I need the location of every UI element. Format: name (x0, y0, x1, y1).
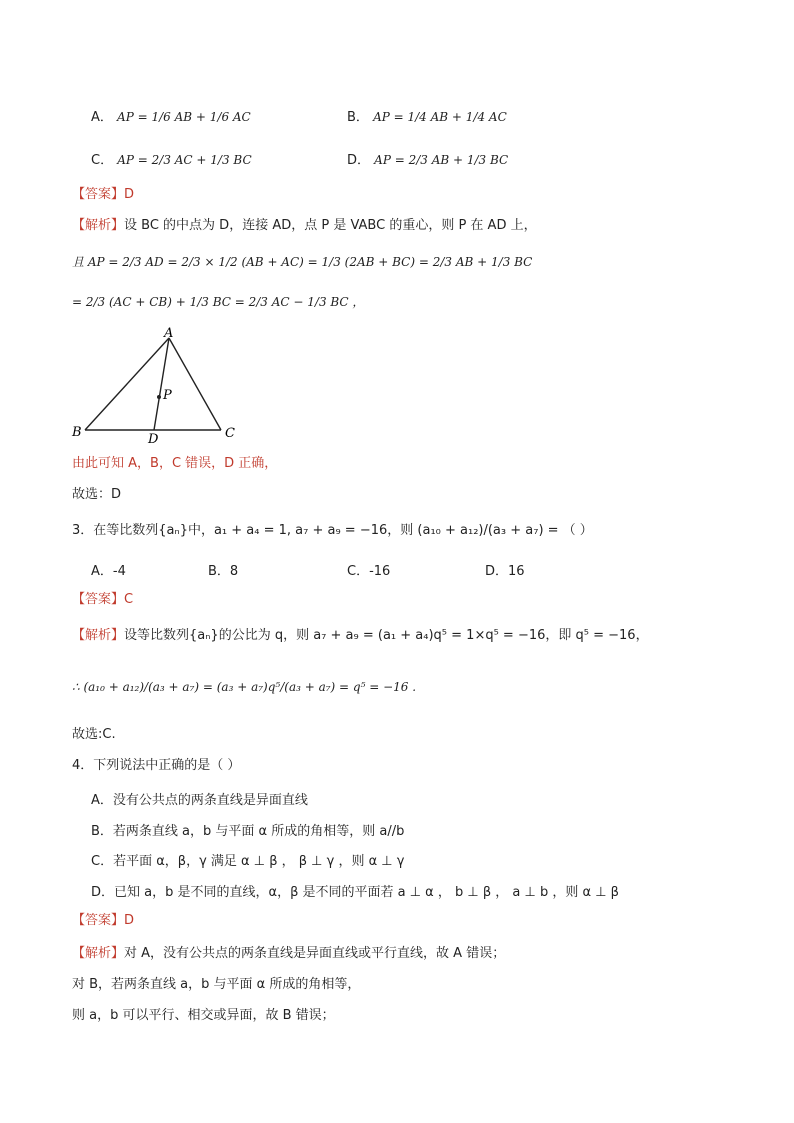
analysis-q3-line1 (72, 627, 649, 645)
answer-q4: 【答案】D (72, 913, 135, 928)
option-label: C． (91, 153, 114, 168)
label-c: C (225, 426, 235, 441)
analysis-text: 设等比数列{aₙ}的公比为 q，则 a₇ + a₉ = (a₁ + a₄)q⁵ = 1×q⁵ = −16，即 q⁵ = −16， (124, 628, 649, 643)
analysis-q2-line2: 且 AP = 2/3 AD = 2/3 × 1/2 (AB + AC) = 1/3 (2AB + BC) = 2/3 AB + 1/3 BC (72, 255, 533, 269)
label-d: D (148, 432, 159, 446)
choose-q2: 故选：D (72, 487, 122, 502)
option-label: B． (347, 110, 369, 125)
label-b: B (72, 425, 82, 440)
analysis-tag: 【解析】 (72, 628, 125, 643)
analysis-q4-line3: 则 a，b 可以平行、相交或异面，故 B 错误； (72, 1008, 335, 1023)
centroid-point (157, 395, 161, 399)
option-b (347, 106, 507, 125)
option-expression: AP = 1/6 AB + 1/6 AC (117, 110, 251, 124)
label-a: A (164, 326, 174, 341)
option-a (91, 106, 251, 125)
conclusion-q2: 由此可知 A，B，C 错误，D 正确， (72, 456, 278, 471)
option-expression: AP = 2/3 AB + 1/3 BC (374, 153, 509, 167)
triangle-figure (68, 326, 248, 446)
analysis-text: 对 A，没有公共点的两条直线是异面直线或平行直线，故 A 错误； (124, 946, 506, 961)
q3-option-b: B．8 (208, 564, 239, 579)
question-3-stem: 3．在等比数列{aₙ}中，a₁ + a₄ = 1, a₇ + a₉ = −16，则 (a₁₀ + a₁₂)/(a₃ + a₇) = （ ） (72, 523, 593, 538)
label-p: P (163, 388, 172, 403)
q4-option-a: A．没有公共点的两条直线是异面直线 (91, 793, 308, 808)
option-c (91, 149, 252, 168)
question-4-stem: 4．下列说法中正确的是（ ） (72, 758, 241, 773)
analysis-q3-line2: ∴ (a₁₀ + a₁₂)/(a₃ + a₇) = (a₃ + a₇)q⁵/(a₃ + a₇) = q⁵ = −16 . (72, 680, 417, 694)
q4-option-b: B．若两条直线 a，b 与平面 α 所成的角相等，则 a//b (91, 824, 405, 839)
analysis-q4-line2: 对 B，若两条直线 a，b 与平面 α 所成的角相等， (72, 977, 361, 992)
q4-option-d: D．已知 a，b 是不同的直线，α，β 是不同的平面若 a ⊥ α ， b ⊥ β ， a ⊥ b ，则 α ⊥ β (91, 885, 619, 900)
q3-option-d: D．16 (485, 564, 525, 579)
option-d (347, 149, 508, 168)
option-expression: AP = 1/4 AB + 1/4 AC (373, 110, 507, 124)
option-label: D． (347, 153, 371, 168)
analysis-tag: 【解析】 (72, 946, 125, 961)
analysis-q4-line1 (72, 945, 505, 963)
analysis-text: 设 BC 的中点为 D，连接 AD，点 P 是 VABC 的重心，则 P 在 AD 上， (124, 218, 537, 233)
edge-ac (169, 338, 221, 430)
option-label: A． (91, 110, 113, 125)
q4-option-c: C．若平面 α，β，γ 满足 α ⊥ β ， β ⊥ γ ，则 α ⊥ γ (91, 854, 405, 869)
answer-q3: 【答案】C (72, 592, 134, 607)
analysis-q2-line3: = 2/3 (AC + CB) + 1/3 BC = 2/3 AC − 1/3 BC ， (72, 295, 365, 309)
q3-option-c: C．-16 (347, 564, 391, 579)
option-expression: AP = 2/3 AC + 1/3 BC (117, 153, 252, 167)
choose-q3: 故选:C. (72, 727, 116, 742)
analysis-q2-line1 (72, 217, 537, 235)
answer-q2: 【答案】D (72, 187, 135, 202)
analysis-tag: 【解析】 (72, 218, 125, 233)
q3-option-a: A．-4 (91, 564, 126, 579)
